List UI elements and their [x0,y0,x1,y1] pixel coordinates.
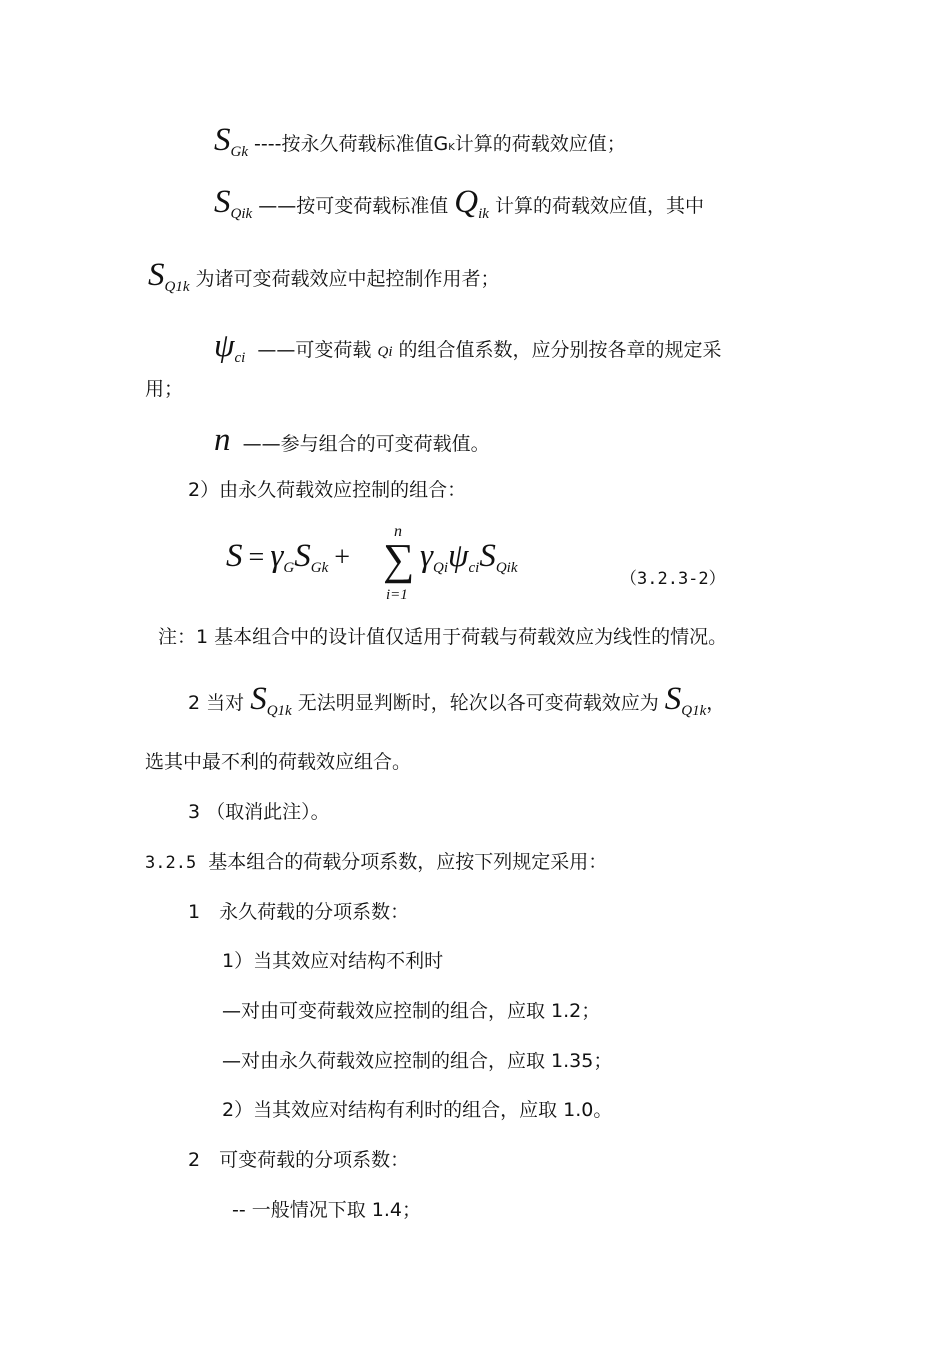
symbol-q: Q [377,344,389,360]
def-text: 参与组合的可变荷载值。 [280,433,490,455]
item-1-1b: —对由永久荷载效应控制的组合，应取 1.35； [222,1050,613,1072]
case2-heading: 2）由永久荷载效应控制的组合： [188,479,467,501]
note-1: 注：1 基本组合中的设计值仅适用于荷载与荷载效应为线性的情况。 [158,626,728,648]
def-psi [214,328,722,366]
symbol-sub: Q1k [164,279,190,295]
def-sgk [214,122,626,160]
item-1-1a: —对由可变荷载效应控制的组合，应取 1.2； [222,1000,601,1022]
formula-gamma2-sub: Qi [433,560,449,576]
formula-sum: ∑ [383,535,415,584]
def-text2: 的组合值系数，应分别按各章的规定采 [398,339,722,361]
item-2: 2 可变荷载的分项系数： [188,1149,410,1171]
formula-psi: ψ [448,538,469,574]
formula-psi-sub: ci [468,560,480,576]
symbol-n: n [214,422,231,458]
section-title: 基本组合的荷载分项系数，应按下列规定采用： [208,851,608,873]
note-2-c: ， [706,692,726,714]
symbol-s: S [214,122,231,158]
formula-s2-sub: Qik [495,560,518,576]
formula-plus: + [334,542,351,573]
def-text2: 计算的荷载效应值； [454,133,626,155]
def-text2: 计算的荷载效应值，其中 [495,195,705,217]
item-1-2: 2）当其效应对结构有利时的组合，应取 1.0。 [222,1099,613,1121]
def-text: 为诸可变荷载效应中起控制作用者； [195,268,500,290]
formula-s: S [294,538,311,574]
dash: —— [258,195,297,217]
def-text: 按永久荷载标准值G [281,133,449,155]
symbol-q: Q [454,184,479,220]
symbol-sub: ci [234,350,246,366]
def-sqik [214,184,705,222]
def-text-sub: K [448,142,455,153]
note-2 [188,681,726,719]
formula-lhs: S [226,538,243,574]
symbol-sub: Qik [230,206,253,222]
dash: ---- [254,133,282,155]
formula-gamma2: γ [420,538,434,574]
symbol-psi: ψ [214,328,235,364]
symbol-sub: Gk [230,144,248,160]
symbol-q-sub: ik [478,206,489,222]
item-1: 1 永久荷载的分项系数： [188,901,410,923]
symbol-s: S [214,184,231,220]
def-n [214,424,490,457]
symbol-s: S [250,681,267,717]
formula [226,538,351,576]
formula-gamma: γ [270,538,284,574]
formula-s-sub: Gk [310,560,329,576]
item-1-1: 1）当其效应对结构不利时 [222,950,444,972]
formula-sum-top: n [394,523,402,540]
dash: —— [257,339,296,361]
def-psi-cont: 用； [145,378,184,400]
def-text: 按可变荷载标准值 [296,195,449,217]
symbol-sub: Q1k [266,703,292,719]
formula-sum-bottom: i=1 [386,587,408,603]
def-sq1k [148,257,500,295]
section-325 [145,853,607,872]
formula-s2: S [479,538,496,574]
symbol-s: S [664,681,682,717]
symbol-s: S [148,257,165,293]
dash: —— [242,433,281,455]
item-2-1: -- 一般情况下取 1.4； [232,1199,422,1221]
section-number: 3.2.5 [145,853,197,873]
formula-rhs [420,538,518,576]
note-2-a: 2 当对 [188,692,245,714]
formula-eq: = [248,542,265,573]
note-2-b: 无法明显判断时，轮次以各可变荷载效应为 [297,692,659,714]
note-3: 3 （取消此注）。 [188,801,330,823]
def-text: 可变荷载 [295,339,372,361]
note-2-cont: 选其中最不利的荷载效应组合。 [145,751,412,773]
formula-number: （3.2.3-2） [620,569,726,589]
symbol-sub: Q1k [681,703,707,719]
symbol-q-sub: i [388,344,393,360]
formula-gamma-sub: G [283,560,295,576]
